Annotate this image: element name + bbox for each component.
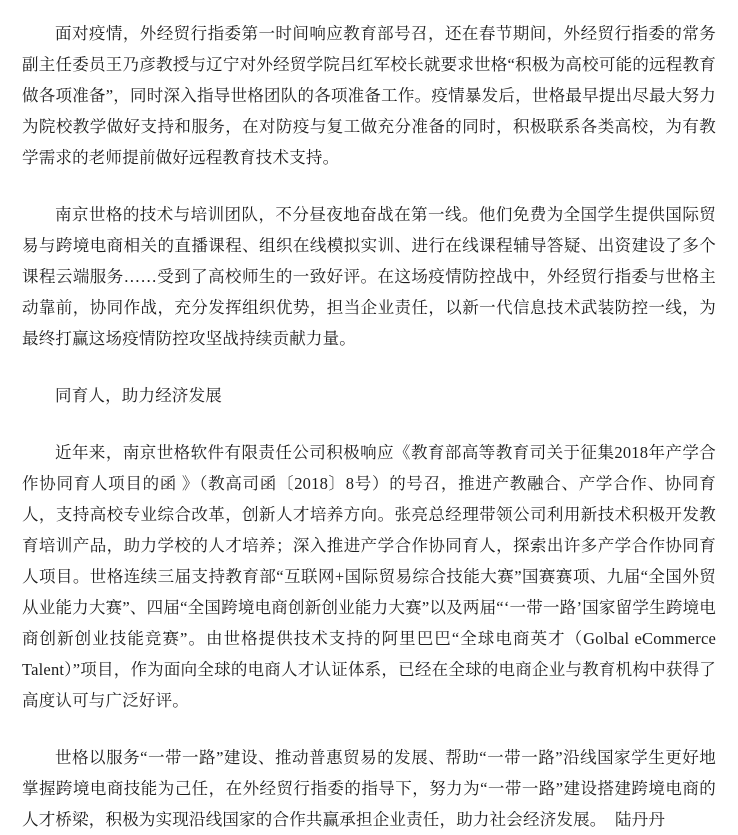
paragraph-4: 近年来，南京世格软件有限责任公司积极响应《教育部高等教育司关于征集2018年产学合作协同育人项目的函 》（教高司函〔2018〕8号）的号召，推进产教融合、产学合作、协同育人，支持高校专业综合改革，创新人才培养方向。张亮总经理带领公司利用新技术积极开发教育培训产品，助力学校的人才培养；深入推进产学合作协同育人，探索出许多产学合作协同育人项目。世格连续三届支持教育部“互联网+国际贸易综合技能大赛”国赛赛项、九届“全国外贸从业能力大赛”、四届“全国跨境电商创新创业能力大赛”以及两届“‘一带一路’国家留学生跨境电商创新创业技能竞赛”。由世格提供技术支持的阿里巴巴“全球电商英才（Golbal eCommerce Talent）”项目，作为面向全球的电商人才认证体系，已经在全球的电商企业与教育机构中获得了高度认可与广泛好评。	[22, 443, 716, 710]
paragraph-2: 南京世格的技术与培训团队，不分昼夜地奋战在第一线。他们免费为全国学生提供国际贸易与跨境电商相关的直播课程、组织在线模拟实训、进行在线课程辅导答疑、出资建设了多个课程云端服务……受到了高校师生的一致好评。在这场疫情防控战中，外经贸行指委与世格主动靠前，协同作战，充分发挥组织优势，担当企业责任，以新一代信息技术武装防控一线，为最终打赢这场疫情防控攻坚战持续贡献力量。	[22, 205, 716, 348]
paragraph-1: 面对疫情，外经贸行指委第一时间响应教育部号召，还在春节期间，外经贸行指委的常务副主任委员王乃彦教授与辽宁对外经贸学院吕红军校长就要求世格“积极为高校可能的远程教育做各项准备”，同时深入指导世格团队的各项准备工作。疫情暴发后，世格最早提出尽最大努力为院校教学做好支持和服务，在对防疫与复工做充分准备的同时，积极联系各类高校，为有教学需求的老师提前做好远程教育技术支持。	[22, 24, 716, 167]
section-subheading: 同育人，助力经济发展	[55, 386, 222, 405]
paragraph-5: 世格以服务“一带一路”建设、推动普惠贸易的发展、帮助“一带一路”沿线国家学生更好地掌握跨境电商技能为己任，在外经贸行指委的指导下，努力为“一带一路”建设搭建跨境电商的人才桥梁，积极为实现沿线国家的合作共赢承担企业责任，助力社会经济发展。 陆丹丹	[22, 748, 716, 829]
